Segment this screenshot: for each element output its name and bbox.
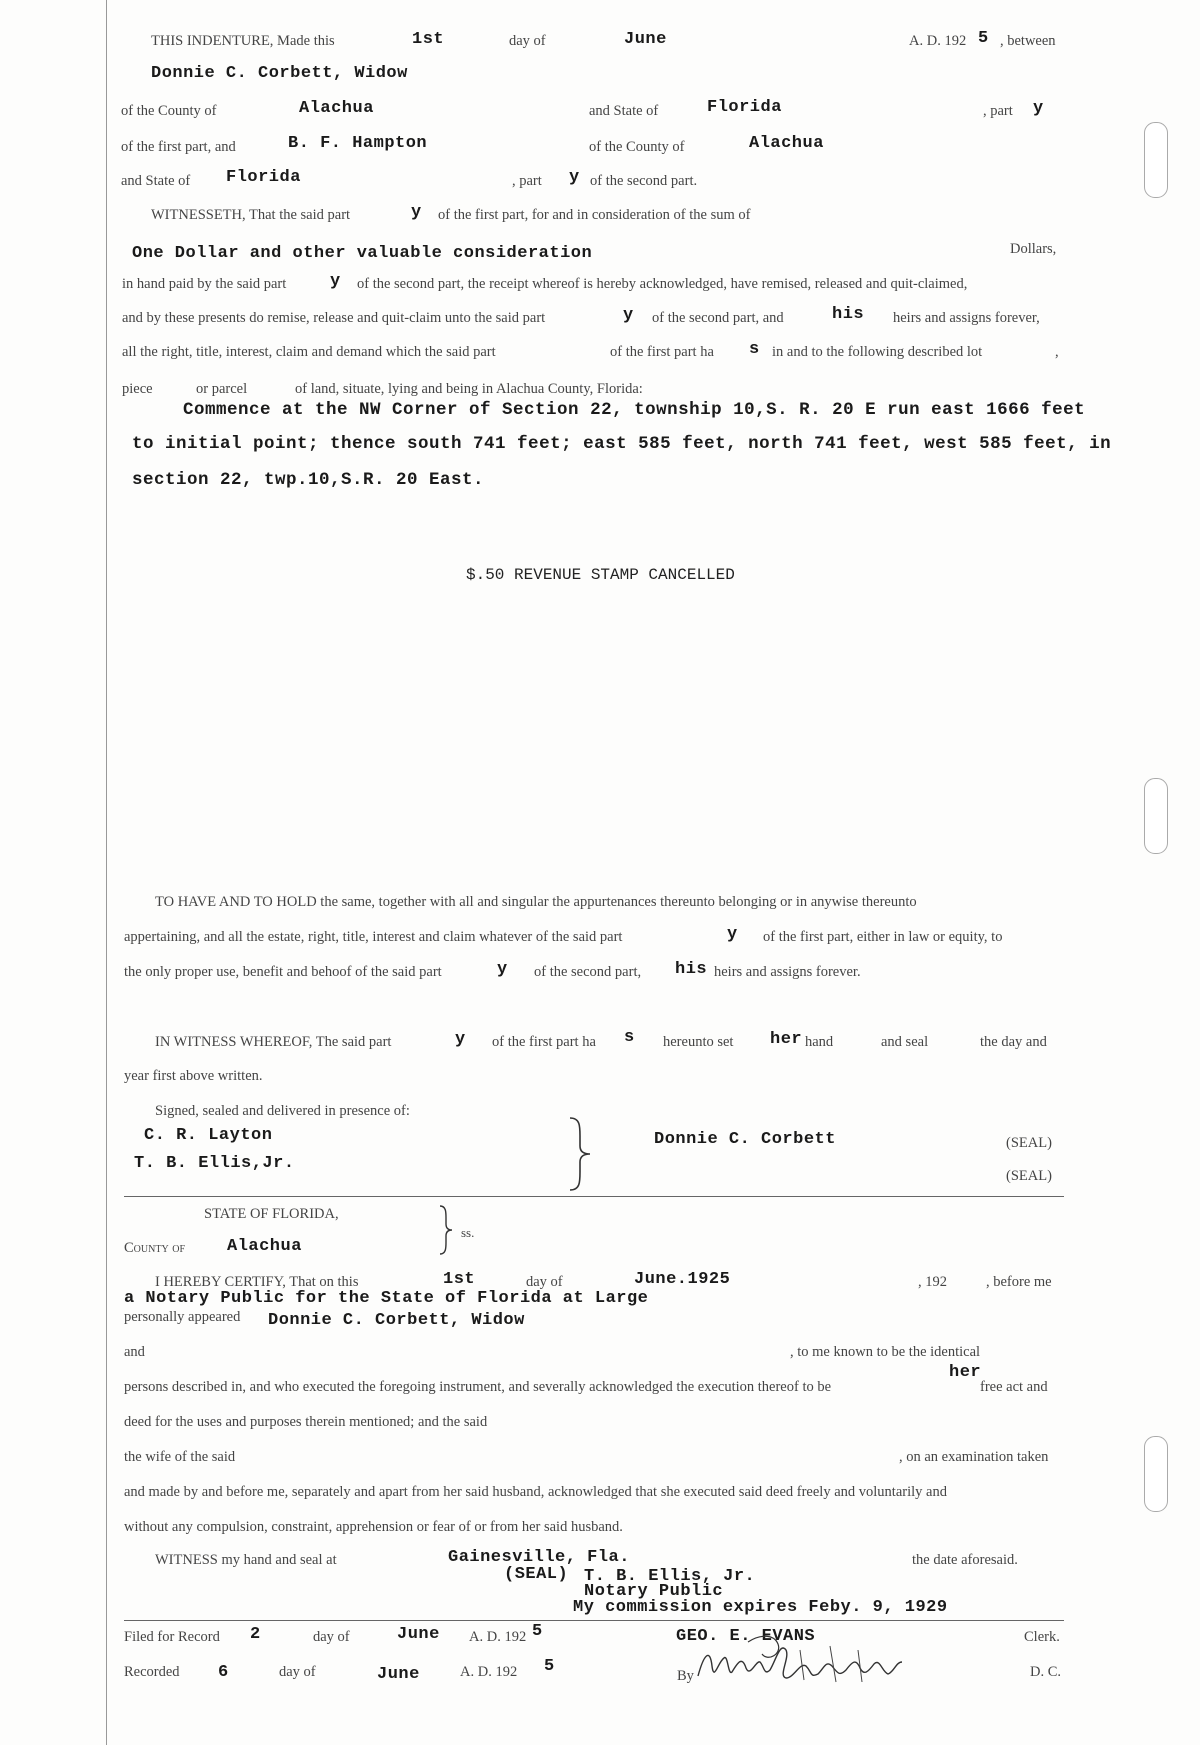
hand-label: hand: [805, 1034, 834, 1050]
witness-hand-label: WITNESS my hand and seal at: [155, 1552, 337, 1568]
signed-sealed-label: Signed, sealed and delivered in presence of:: [155, 1103, 410, 1119]
filed-year: 5: [532, 1622, 543, 1641]
persons-described-text: persons described in, and who executed the foregoing instrument, and severally acknowledged the execution thereof to be: [124, 1379, 832, 1395]
filed-month: June: [397, 1625, 440, 1644]
free-act-text: free act and: [980, 1379, 1048, 1395]
remise-text-b: of the second part, and: [652, 310, 784, 326]
hand-paid-text-b: of the second part, the receipt whereof is hereby acknowledged, have remised, released and quit-claimed,: [357, 276, 968, 292]
remise-text: and by these presents do remise, release and quit-claim unto the said part: [122, 310, 546, 326]
legal-description-line: Commence at the NW Corner of Section 22, township 10,S. R. 20 E run east 1666 feet: [183, 400, 1086, 420]
party-suffix: y: [569, 168, 580, 187]
legal-description-line: section 22, twp.10,S.R. 20 East.: [132, 470, 485, 490]
grantee-pronoun: his: [832, 305, 865, 324]
notary-name: T. B. Ellis, Jr.: [584, 1567, 756, 1586]
ack-date: June.1925: [634, 1270, 731, 1289]
grantee-name: B. F. Hampton: [288, 134, 428, 153]
examination-text: , on an examination taken: [899, 1449, 1049, 1465]
piece-label: piece: [122, 381, 153, 397]
grantor-county: Alachua: [299, 99, 374, 118]
deputy-clerk-signature: [690, 1632, 920, 1694]
party-suffix: y: [727, 925, 738, 944]
her-correction: her: [949, 1363, 982, 1382]
has-suffix: s: [624, 1028, 635, 1047]
ack-county: Alachua: [227, 1237, 302, 1256]
left-margin-rule: [106, 0, 107, 1745]
witness-brace: [568, 1116, 594, 1192]
witnesseth-text-b: of the first part, for and in consideration of the sum of: [438, 207, 751, 223]
recorded-day: 6: [218, 1663, 229, 1682]
ad-label: A. D. 192: [909, 33, 967, 49]
party-suffix: y: [455, 1030, 466, 1049]
deputy-clerk-label: D. C.: [1030, 1664, 1062, 1680]
wife-of-text: the wife of the said: [124, 1449, 236, 1465]
habendum-line-b: of the second part,: [534, 964, 642, 980]
day-of-label: day of: [509, 33, 546, 49]
habendum-line: the only proper use, benefit and behoof of the said part: [124, 964, 442, 980]
ss-label: ss.: [461, 1225, 475, 1240]
party-suffix: y: [330, 272, 341, 291]
witness-signature-2: T. B. Ellis,Jr.: [134, 1154, 295, 1173]
revenue-stamp-note: $.50 REVENUE STAMP CANCELLED: [466, 566, 735, 584]
in-witness-text: IN WITNESS WHEREOF, The said part: [155, 1034, 392, 1050]
notary-title: Notary Public: [584, 1582, 724, 1601]
seal-label-1: (SEAL): [1006, 1135, 1052, 1151]
land-situate-text: of land, situate, lying and being in Alachua County, Florida:: [295, 381, 643, 397]
dollars-label: Dollars,: [1010, 241, 1057, 257]
party-label: , part: [512, 173, 542, 189]
recorded-month: June: [377, 1665, 420, 1684]
first-part-label: of the first part, and: [121, 139, 236, 155]
recorded-year: 5: [544, 1657, 555, 1676]
grantor-signature: Donnie C. Corbett: [654, 1130, 836, 1149]
second-part-label: of the second part.: [590, 173, 698, 189]
party-label: , part: [983, 103, 1013, 119]
compulsion-text: without any compulsion, constraint, apprehension or fear of or from her said husband.: [124, 1519, 623, 1535]
grantor-state: Florida: [707, 98, 782, 117]
indenture-intro: THIS INDENTURE, Made this: [151, 33, 335, 49]
indenture-month: June: [624, 30, 667, 49]
state-label: and State of: [589, 103, 659, 119]
officer-title: a Notary Public for the State of Florida at Large: [124, 1289, 649, 1308]
party-suffix: y: [623, 306, 634, 325]
has-suffix: s: [749, 340, 760, 359]
section-divider: [124, 1196, 1064, 1197]
comma: ,: [1055, 344, 1059, 360]
notary-commission: My commission expires Feby. 9, 1929: [573, 1598, 948, 1617]
state-label: and State of: [121, 173, 191, 189]
party-suffix: y: [1033, 99, 1044, 118]
habendum-line: appertaining, and all the estate, right, title, interest and claim whatever of the said part: [124, 929, 623, 945]
indenture-day: 1st: [412, 30, 445, 49]
before-me-label: , before me: [986, 1274, 1052, 1290]
appeared-name: Donnie C. Corbett, Widow: [268, 1311, 525, 1330]
parcel-label: or parcel: [196, 381, 248, 397]
witness-signature-1: C. R. Layton: [144, 1126, 273, 1145]
county-label: of the County of: [121, 103, 217, 119]
binder-hole-bottom: [1144, 1436, 1168, 1512]
witnesseth-text: WITNESSETH, That the said part: [151, 207, 351, 223]
consideration-amount: One Dollar and other valuable consideration: [132, 244, 593, 263]
grantee-county: Alachua: [749, 134, 824, 153]
filed-for-record-label: Filed for Record: [124, 1629, 220, 1645]
right-title-text-b: of the first part ha: [610, 344, 714, 360]
habendum-line-c: heirs and assigns forever.: [714, 964, 861, 980]
made-by-text: and made by and before me, separately and apart from her said husband, acknowledged that she executed said deed freely and voluntarily and: [124, 1484, 947, 1500]
known-identical-text: , to me known to be the identical: [790, 1344, 981, 1360]
grantee-pronoun: his: [675, 960, 708, 979]
party-suffix: y: [411, 203, 422, 222]
legal-description-line: to initial point; thence south 741 feet; east 585 feet, north 741 feet, west 585 feet, in: [132, 434, 1112, 454]
day-of-label: day of: [526, 1274, 563, 1290]
habendum-line-b: of the first part, either in law or equity, to: [763, 929, 1003, 945]
day-of-label: day of: [313, 1629, 350, 1645]
right-title-text: all the right, title, interest, claim and demand which the said part: [122, 344, 496, 360]
personally-appeared-label: personally appeared: [124, 1309, 241, 1325]
grantee-state: Florida: [226, 168, 301, 187]
county-label: of the County of: [589, 139, 685, 155]
indenture-year: 5: [978, 29, 989, 48]
date-aforesaid-label: the date aforesaid.: [912, 1552, 1018, 1568]
filed-day: 2: [250, 1625, 261, 1644]
clerk-name: GEO. E. EVANS: [676, 1627, 816, 1646]
right-title-text-c: in and to the following described lot: [772, 344, 983, 360]
notary-seal: (SEAL): [504, 1565, 569, 1584]
binder-hole-middle: [1144, 778, 1168, 854]
state-of-florida: STATE OF FLORIDA,: [204, 1206, 339, 1222]
notary-place: Gainesville, Fla.: [448, 1548, 630, 1567]
ack-day: 1st: [443, 1270, 476, 1289]
day-of-label: day of: [279, 1664, 316, 1680]
binder-hole-top: [1144, 122, 1168, 198]
between-label: , between: [1000, 33, 1056, 49]
certify-text: I HEREBY CERTIFY, That on this: [155, 1274, 359, 1290]
remise-text-c: heirs and assigns forever,: [893, 310, 1040, 326]
county-of-label: County of: [124, 1240, 186, 1256]
and-label: and: [124, 1344, 145, 1360]
grantor-name: Donnie C. Corbett, Widow: [151, 64, 408, 83]
and-seal-label: and seal: [881, 1034, 929, 1050]
recorded-label: Recorded: [124, 1664, 180, 1680]
habendum-line: TO HAVE AND TO HOLD the same, together with all and singular the appurtenances thereunto belonging or in anywise thereunto: [155, 894, 917, 910]
party-suffix: y: [497, 960, 508, 979]
ad-label: A. D. 192: [469, 1629, 527, 1645]
year-label: , 192: [918, 1274, 947, 1290]
deed-uses-text: deed for the uses and purposes therein mentioned; and the said: [124, 1414, 488, 1430]
seal-label-2: (SEAL): [1006, 1168, 1052, 1184]
ad-label: A. D. 192: [460, 1664, 518, 1680]
clerk-label: Clerk.: [1024, 1629, 1060, 1645]
in-witness-text-c: hereunto set: [663, 1034, 734, 1050]
by-label: By: [677, 1668, 694, 1684]
in-witness-text-b: of the first part ha: [492, 1034, 596, 1050]
venue-brace: [438, 1204, 454, 1256]
section-divider: [124, 1620, 1064, 1621]
year-first-text: year first above written.: [124, 1068, 263, 1084]
grantor-pronoun: her: [770, 1030, 803, 1049]
day-and-label: the day and: [980, 1034, 1047, 1050]
hand-paid-text: in hand paid by the said part: [122, 276, 287, 292]
